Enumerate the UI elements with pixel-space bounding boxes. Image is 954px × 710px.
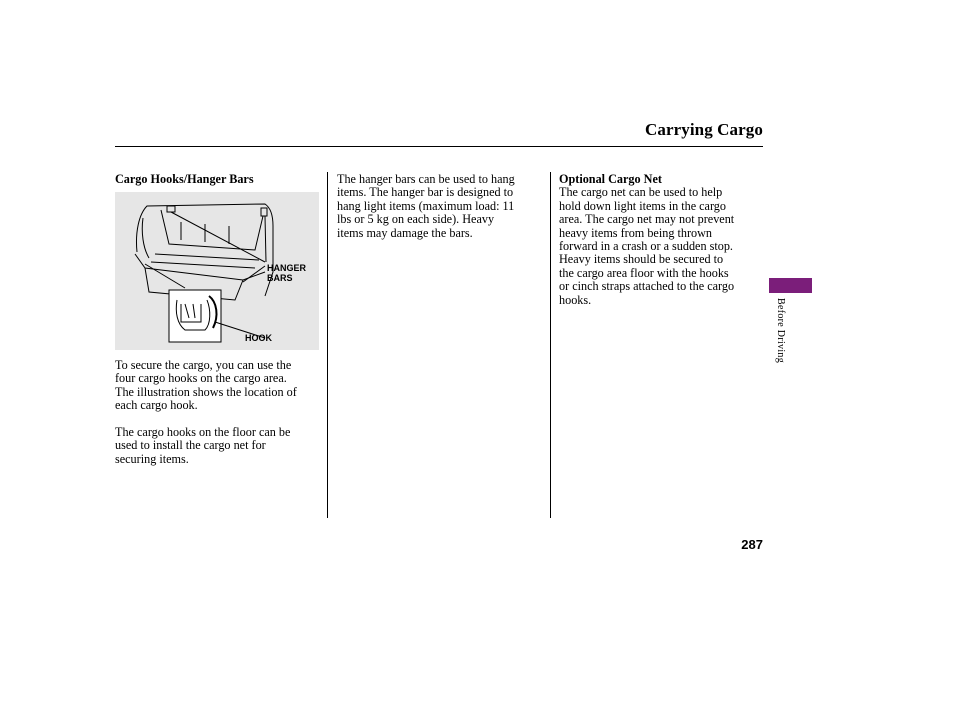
text-line: area. The cargo net may not prevent [559, 212, 735, 227]
figure-label-hook: HOOK [245, 333, 272, 343]
text-line: The cargo hooks on the floor can be [115, 425, 291, 439]
paragraph-cargo-hooks-1 [115, 359, 297, 413]
paragraph-cargo-hooks-2 [115, 426, 290, 466]
text-line: forward in a crash or a sudden stop. [559, 239, 733, 254]
text-line: the cargo area floor with the hooks [559, 265, 729, 280]
page-number: 287 [741, 537, 763, 552]
text-line: securing items. [115, 451, 189, 466]
text-line: each cargo hook. [115, 398, 198, 413]
text-line: hang light items (maximum load: 11 [337, 198, 515, 213]
text-line: used to install the cargo net for [115, 438, 266, 453]
section-heading-cargo-net: Optional Cargo Net [559, 172, 662, 186]
text-line: heavy items from being thrown [559, 225, 712, 240]
text-line: The illustration shows the location of [115, 384, 297, 399]
text-line: four cargo hooks on the cargo area. [115, 371, 287, 386]
title-rule [115, 146, 763, 147]
text-line: The hanger bars can be used to hang [337, 172, 515, 186]
text-line: items. The hanger bar is designed to [337, 185, 514, 200]
text-line: hold down light items in the cargo [559, 198, 726, 213]
section-heading-cargo-hooks: Cargo Hooks/Hanger Bars [115, 172, 254, 186]
text-line: Heavy items should be secured to [559, 252, 724, 267]
section-thumb-tab [769, 278, 812, 293]
text-line: The cargo net can be used to help [559, 185, 723, 200]
paragraph-hanger-bars [337, 173, 515, 240]
page-title: Carrying Cargo [644, 120, 763, 139]
text-line: or cinch straps attached to the cargo [559, 279, 735, 294]
section-cargo-net [559, 173, 734, 307]
text-line: To secure the cargo, you can use the [115, 358, 292, 372]
text-line: lbs or 5 kg on each side). Heavy [337, 212, 495, 227]
text-line: items may damage the bars. [337, 225, 473, 240]
column-divider [327, 172, 328, 518]
column-divider [550, 172, 551, 518]
section-side-label: Before Driving [775, 298, 786, 364]
cargo-area-illustration [115, 192, 319, 350]
text-line: hooks. [559, 292, 592, 307]
figure-label-hanger: HANGER [267, 263, 307, 273]
figure-label-bars: BARS [267, 273, 293, 283]
